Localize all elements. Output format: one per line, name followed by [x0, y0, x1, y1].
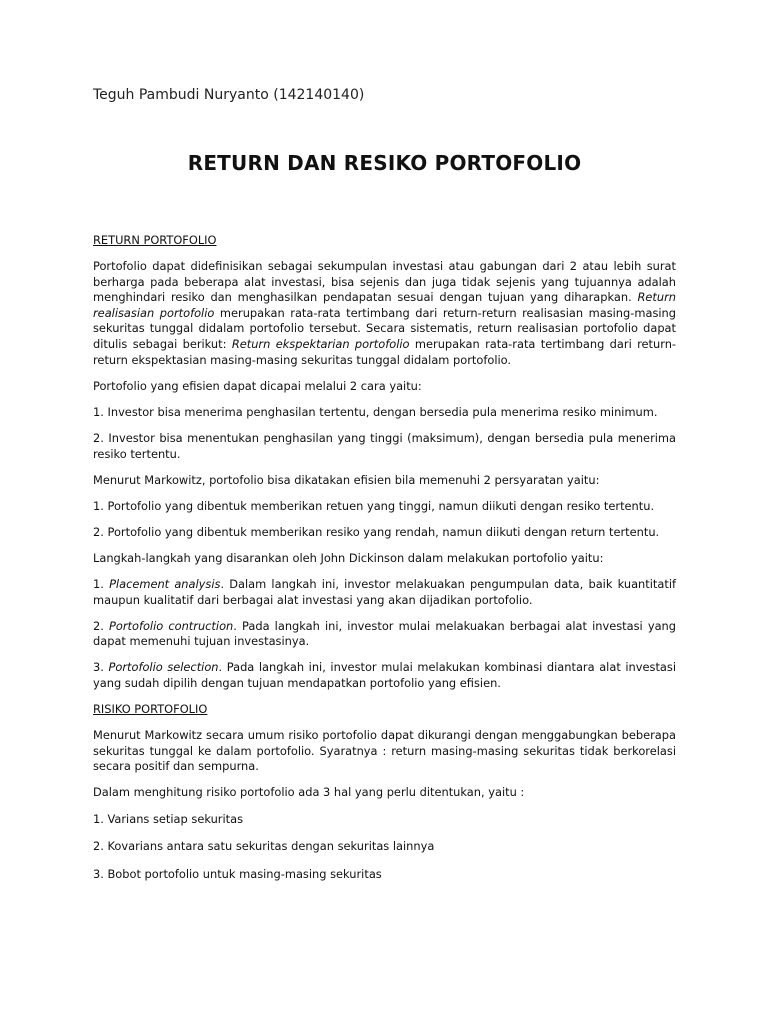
step-number: 2. [93, 618, 104, 633]
step-term: Portofolio selection [108, 660, 219, 675]
markowitz-item-1: 1. Portofolio yang dibentuk memberikan retuen yang tinggi, namun diikuti dengan resiko tertentu. [93, 498, 655, 513]
risk-intro-paragraph: Menurut Markowitz secara umum risiko portofolio dapat dikurangi dengan menggabungkan beberapa sekuritas tunggal ke dalam portofolio. Syaratnya : return masing-masing sekuritas tidak berkorelasi secara positif dan sempurna. [93, 728, 676, 774]
step-text: . Pada langkah ini, investor mulai melakuakan berbagai alat investasi yang dapat memenuhi tujuan investasinya. [93, 618, 676, 649]
risk-factors-intro: Dalam menghitung risiko portofolio ada 3 hal yang perlu ditentukan, yaitu : [93, 785, 525, 800]
efficient-intro: Portofolio yang efisien dapat dicapai melalui 2 cara yaitu: [93, 378, 422, 393]
step-text: . Dalam langkah ini, investor melakuakan pengumpulan data, baik kuantitatif maupun kualitatif dari berbagai alat investasi yang akan dijadikan portofolio. [93, 577, 676, 607]
section-heading-return: RETURN PORTOFOLIO [93, 233, 217, 247]
return-intro-part1: Portofolio dapat didefinisikan sebagai sekumpulan investasi atau gabungan dari 2 atau lebih surat berharga pada beberapa alat investasi, bisa sejenis dan juga tidak sejenis yang tujuannya adalah menghindari resiko dan menghasilkan pendapatan sesuai dengan tujuan yang diharapkan. [93, 259, 676, 305]
return-intro-term1: Return realisasian portofolio [93, 290, 677, 320]
step-item [93, 660, 676, 691]
risk-factor-item: 1. Varians setiap sekuritas [93, 811, 244, 826]
author-line: Teguh Pambudi Nuryanto (142140140) [93, 87, 365, 103]
return-intro-part2: merupakan rata-rata tertimbang dari return-return realisasian masing-masing sekuritas tunggal didalam portofolio tersebut. Secara sistematis, return realisasian portofolio dapat ditulis sebagai berikut: [93, 305, 676, 352]
efficient-item-1: 1. Investor bisa menerima penghasilan tertentu, dengan bersedia pula menerima resiko minimum. [93, 404, 658, 419]
return-intro-term2: Return ekspektarian portofolio [231, 337, 410, 352]
risk-factor-item: 2. Kovarians antara satu sekuritas dengan sekuritas lainnya [93, 839, 435, 854]
efficient-item-2: 2. Investor bisa menentukan penghasilan yang tinggi (maksimum), dengan bersedia pula menerima resiko tertentu. [93, 430, 676, 461]
return-intro-part3: merupakan rata-rata tertimbang dari return-return ekspektasian masing-masing sekuritas tunggal didalam portofolio. [93, 337, 677, 367]
step-term: Placement analysis [109, 577, 221, 591]
return-intro-paragraph [93, 259, 676, 368]
risk-factor-item: 3. Bobot portofolio untuk masing-masing sekuritas [93, 866, 382, 881]
step-term: Portofolio contruction [109, 618, 234, 633]
markowitz-item-2: 2. Portofolio yang dibentuk memberikan resiko yang rendah, namun diikuti dengan return tertentu. [93, 524, 660, 539]
step-number: 1. [93, 577, 104, 591]
step-text: . Pada langkah ini, investor mulai melakukan kombinasi diantara alat investasi yang sudah dipilih dengan tujuan mendapatkan portofolio yang efisien. [93, 660, 676, 690]
steps-intro: Langkah-langkah yang disarankan oleh John Dickinson dalam melakukan portofolio yaitu: [93, 550, 604, 565]
document-body [93, 233, 676, 893]
step-item [93, 577, 676, 608]
step-number: 3. [93, 660, 104, 675]
step-item [93, 619, 676, 650]
markowitz-intro: Menurut Markowitz, portofolio bisa dikatakan efisien bila memenuhi 2 persyaratan yaitu: [93, 472, 600, 487]
document-title: RETURN DAN RESIKO PORTOFOLIO [187, 151, 582, 175]
section-heading-risk: RISIKO PORTOFOLIO [93, 702, 208, 717]
